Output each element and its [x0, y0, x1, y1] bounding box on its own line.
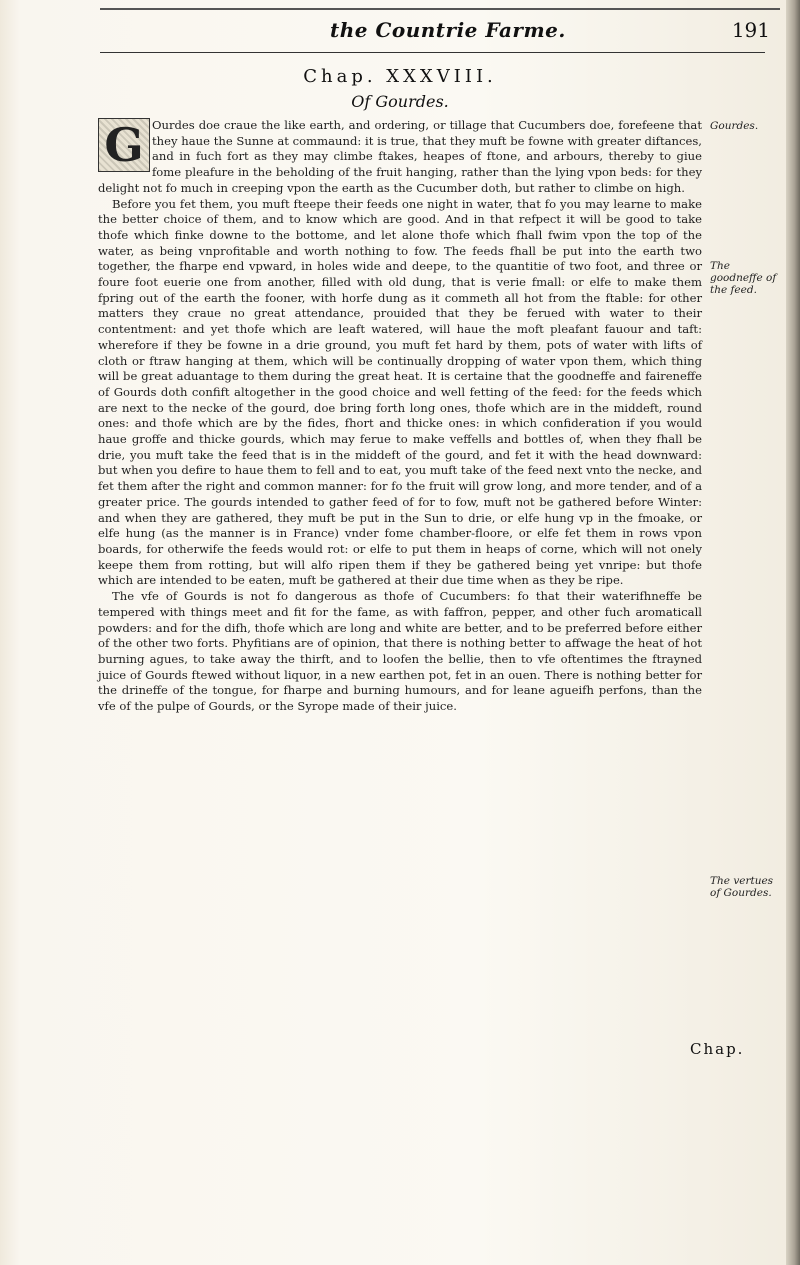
margin-note-vertues: The vertues of Gourdes.	[710, 875, 774, 899]
margin-note-goodnesse: The goodneffe of the feed.	[710, 260, 777, 296]
top-rule	[100, 8, 780, 10]
margin-note-gourdes: Gourdes.	[710, 120, 759, 132]
book-spine	[786, 0, 800, 1265]
body-text	[98, 118, 702, 715]
paragraph-1: Ourdes doe craue the like earth, and ordering, or tillage that Cucumbers doe, forefeene that they haue the Sunne at commaund: it is true, that they muft be fowne with greater diftances, and in fuch fort as they may climbe ftakes, heapes of ftone, and arbours, thereby to giue fome pleafure in the beholding of the fruit hanging, rather than the lying vpon beds: for they delight not fo much in creeping vpon the earth as the Cucumber doth, but rather to climbe on high.	[98, 118, 702, 195]
catchword: Chap.	[690, 1040, 745, 1058]
drop-cap	[98, 118, 150, 172]
paragraph-2: Before you fet them, you muft fteepe their feeds one night in water, that fo you may learne to make the better choice of them, and to know which are good. And in that refpect it will be good to take thofe which finke downe to the bottome, and let alone thofe which fhall fwim vpon the top of the water, as being vnprofitable and worth nothing to fow. The feeds fhall be put into the earth two together, the fharpe end vpward, in holes wide and deepe, to the quantitie of two foot, and three or foure foot euerie one from another, filled with old dung, that is verie fmall: or elfe to make them fpring out of the earth the fooner, with horfe dung as it commeth all hot from the ftable: for other matters they craue no great attendance, prouided that they be ferued with water to their contentment: and yet thofe which are leaft watered, will haue the moft pleafant fauour and taft: wherefore if they be fowne in a drie ground, you muft fet hard by them, pots of water with lifts of cloth or ftraw hanging at them, which will be continually dropping of water vpon them, which thing will be great aduantage to them during the great heat. It is certaine that the goodneffe and faireneffe of Gourds doth confift altogether in the good choice and well fetting of the feed: for the feeds which are next to the necke of the gourd, doe bring forth long ones, thofe which are in the middeft, round ones: and thofe which are by the fides, fhort and thicke ones: in which confideration if you would haue groffe and thicke gourds, which may ferue to make veffells and bottles of, when they fhall be drie, you muft take the feed that is in the middeft of the gourd, and fet it with the head downward: but when you defire to haue them to fell and to eat, you muft take of the feed next vnto the necke, and fet them after the right and common manner: for fo the fruit will grow long, and more tender, and of a greater price. The gourds intended to gather feed of for to fow, muft not be gathered before Winter: and when they are gathered, they muft be put in the Sun to drie, or elfe hung vp in the fmoake, or elfe hung (as the manner is in France) vnder fome chamber-floore, or elfe fet them in rows vpon boards, for otherwife the feeds would rot: or elfe to put them in heaps of corne, which will not onely keepe them from rotting, but will alfo ripen them if they be gathered being yet vnripe: but thofe which are intended to be eaten, muft be gathered at their due time when as they be ripe.	[98, 196, 702, 588]
chapter-subtitle: Of Gourdes.	[351, 92, 449, 111]
running-title: the Countrie Farme.	[330, 18, 566, 42]
paragraph-3: The vfe of Gourds is not fo dangerous as thofe of Cucumbers: fo that their waterifhneffe be tempered with things meet and fit for the fame, as with faffron, pepper, and other fuch aromaticall powders: and for the difh, thofe which are long and white are better, and to be preferred before either of the other two forts. Phyfitians are of opinion, that there is nothing better to affwage the heat of hot burning agues, to take away the thirft, and to loofen the bellie, then to vfe oftentimes the ftrayned juice of Gourds ftewed without liquor, in a new earthen pot, fet in an ouen. There is nothing better for the drineffe of the tongue, for fharpe and burning humours, and for leane agueifh perfons, than the vfe of the pulpe of Gourds, or the Syrope made of their juice.	[98, 589, 702, 714]
page-number: 191	[731, 18, 770, 42]
running-head	[100, 18, 780, 52]
header-rule	[100, 52, 765, 53]
drop-cap-letter: G	[104, 118, 144, 172]
chapter-heading: Chap. XXXVIII.	[303, 66, 497, 87]
